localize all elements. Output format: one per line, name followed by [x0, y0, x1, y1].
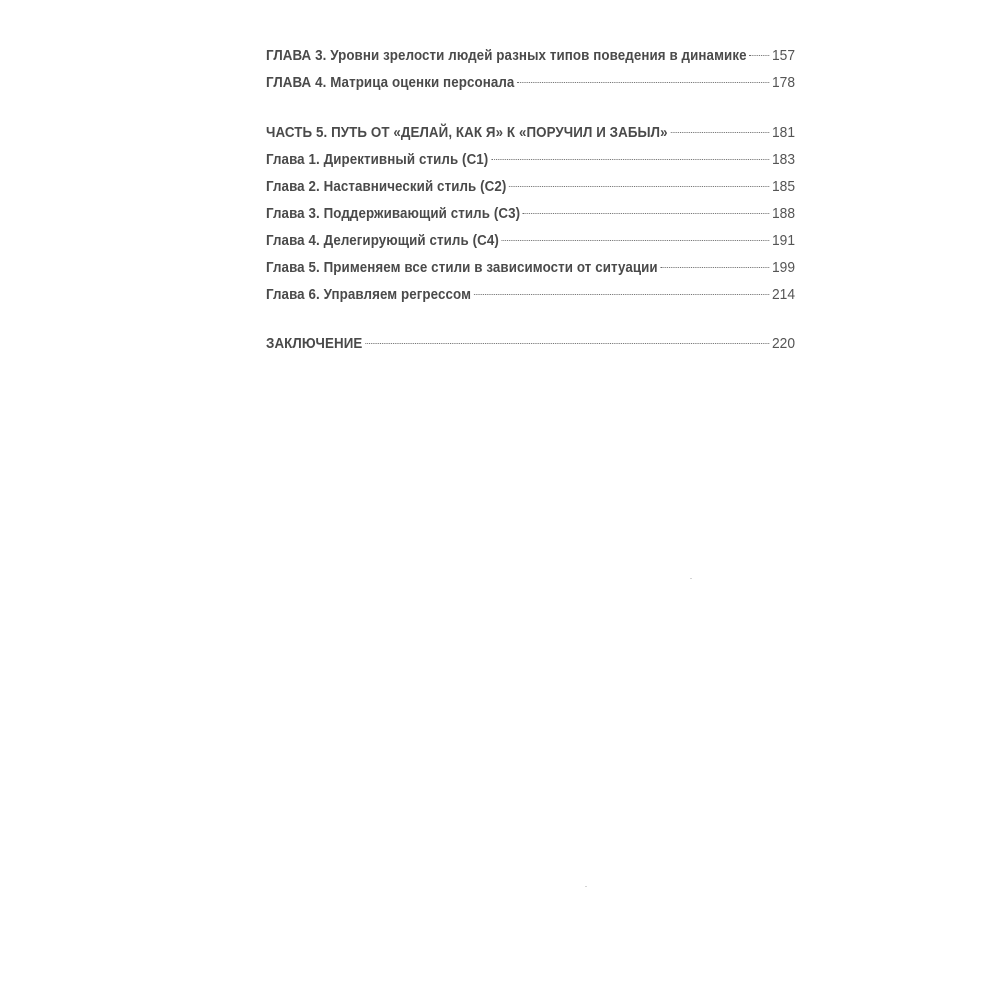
toc-leader-dots [491, 159, 769, 160]
toc-page-number: 181 [771, 124, 795, 141]
table-of-contents [266, 42, 795, 357]
toc-leader-dots [660, 267, 769, 268]
toc-entry-part5-chapter-6[interactable] [266, 281, 795, 308]
toc-page-number: 183 [771, 151, 795, 168]
toc-leader-dots [502, 240, 770, 241]
toc-leader-dots [365, 343, 769, 344]
toc-entry-chapter-4[interactable] [266, 69, 795, 96]
toc-entry-title: ГЛАВА 3. Уровни зрелости людей разных типов поведения в динамике [266, 48, 747, 64]
toc-leader-dots [517, 82, 769, 83]
toc-entry-title: ЧАСТЬ 5. ПУТЬ ОТ «ДЕЛАЙ, КАК Я» К «ПОРУЧИЛ И ЗАБЫЛ» [266, 125, 668, 141]
toc-page-number: 191 [771, 232, 795, 249]
toc-entry-title: Глава 6. Управляем регрессом [266, 287, 472, 303]
toc-entry-part5-chapter-1[interactable] [266, 146, 795, 173]
toc-entry-part5-chapter-3[interactable] [266, 200, 795, 227]
toc-page-number: 157 [771, 47, 795, 64]
toc-page-number: 188 [771, 205, 795, 222]
toc-entry-conclusion[interactable] [266, 330, 795, 357]
toc-page-number: 220 [771, 335, 795, 352]
toc-page-number: 185 [771, 178, 795, 195]
toc-entry-part5-chapter-4[interactable] [266, 227, 795, 254]
toc-leader-dots [474, 294, 769, 295]
toc-entry-part5-chapter-5[interactable] [266, 254, 795, 281]
toc-page-number: 178 [771, 74, 795, 91]
toc-entry-part5-chapter-2[interactable] [266, 173, 795, 200]
toc-entry-title: Глава 4. Делегирующий стиль (С4) [266, 233, 499, 249]
toc-page-number: 199 [771, 259, 795, 276]
toc-entry-title: ЗАКЛЮЧЕНИЕ [266, 336, 363, 352]
toc-entry-title: Глава 1. Директивный стиль (С1) [266, 152, 489, 168]
toc-page-number: 214 [771, 286, 795, 303]
toc-entry-part-5[interactable] [266, 119, 795, 146]
toc-entry-title: Глава 2. Наставнический стиль (С2) [266, 179, 507, 195]
toc-entry-title: ГЛАВА 4. Матрица оценки персонала [266, 75, 515, 91]
toc-entry-title: Глава 3. Поддерживающий стиль (С3) [266, 206, 521, 222]
paper-speck [690, 578, 692, 579]
toc-leader-dots [749, 55, 769, 56]
toc-entry-chapter-3[interactable] [266, 42, 795, 69]
paper-speck [585, 886, 587, 887]
toc-leader-dots [523, 213, 769, 214]
toc-leader-dots [670, 132, 769, 133]
toc-leader-dots [509, 186, 769, 187]
toc-entry-title: Глава 5. Применяем все стили в зависимости от ситуации [266, 260, 658, 276]
